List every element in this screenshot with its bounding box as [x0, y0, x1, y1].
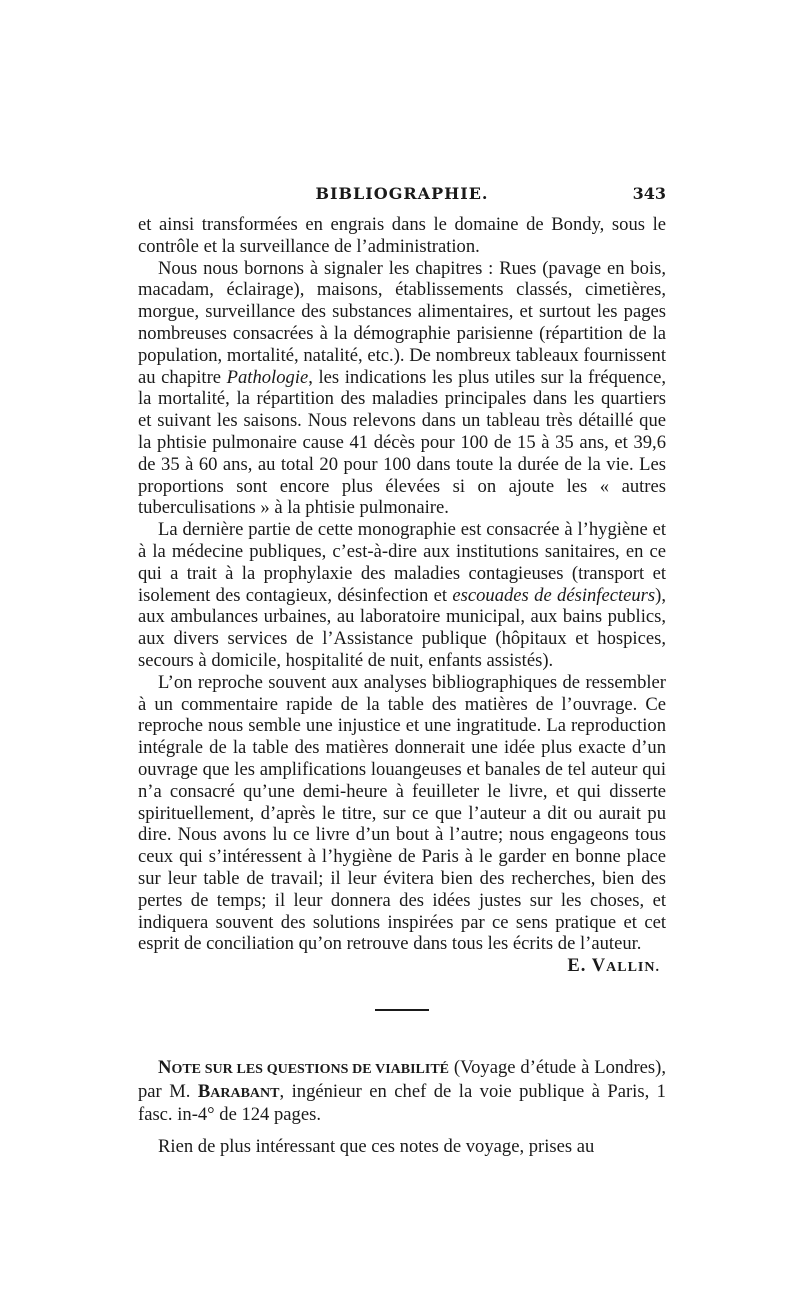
- signature-surname: ALLIN.: [606, 960, 660, 976]
- heading-initial: N: [158, 1056, 172, 1078]
- paragraph-chapters-text-1: Nous nous bornons à signaler les chapitres : Rues (pavage en bois, macadam, éclairage), maisons, établissements classés, cimetières, morgue, surveillance des substances alimentaires, et surtout les pages nombreuses consacrées à la démographie parisienne (répartition de la population, mortalité, natalité, etc.). De nombreux tableaux fournissent au chapitre: [138, 257, 666, 388]
- section-divider: [375, 1009, 429, 1011]
- paragraph-reproach: L’on reproche souvent aux analyses bibliographiques de ressembler à un commentaire rapide de la table des matières de l’ouvrage. Ce reproche nous semble une injustice et une ingratitude. La reproduction intégrale de la table des matières donnerait une idée plus exacte d’un ouvrage que les amplifications louangeuses et banales de tel auteur qui n’a consacré qu’une demi-heure à feuilleter le livre, et qui disserte spirituellement, d’après le titre, sur ce que l’auteur a dit ou aurait pu dire. Nous avons lu ce livre d’un bout à l’autre; nous engageons tous ceux qui s’intéressent à l’hygiène de Paris à le garder en bonne place sur leur table de travail; il leur évitera bien des recherches, bien des pertes de temps; il leur donnera des idées justes sur les choses, et indiquera souvent des solutions inspirées par ce sens pratique et cet esprit de conciliation qu’on retrouve dans tous les écrits de l’auteur.: [138, 671, 666, 955]
- body-text: [138, 214, 666, 1158]
- heading-smallcaps: OTE SUR LES QUESTIONS DE VIABILITÉ: [171, 1061, 450, 1077]
- paragraph-hygiene: [138, 519, 666, 672]
- paragraph-hygiene-text-1: La dernière partie de cette monographie est consacrée à l’hygiène et à la médecine publiques, c’est-à-dire aux institutions sanitaires, en ce qui a trait à la prophylaxie des maladies contagieuses (transport et isolement des contagieux, désinfection et: [138, 519, 666, 606]
- paragraph-chapters-italic: Pathologie: [226, 366, 309, 388]
- paragraph-chapters: [138, 258, 666, 520]
- next-review-heading: [138, 1057, 666, 1126]
- paragraph-hygiene-italic: escouades de désinfecteurs: [452, 584, 656, 606]
- author-signature: [138, 955, 666, 979]
- signature-initial: E. V: [567, 955, 607, 977]
- author-initial: B: [197, 1080, 211, 1102]
- paragraph-chapters-text-2: , les indications les plus utiles sur la fréquence, la mortalité, la répartition des maladies principales dans les quartiers et suivant les saisons. Nous relevons dans un tableau très détaillé que la phtisie pulmonaire cause 41 décès pour 100 de 15 à 35 ans, et 39,6 de 35 à 60 ans, au total 20 pour 100 dans toute la durée de la vie. Les proportions sont encore plus élevées si on ajoute les « autres tuberculisations » à la phtisie pulmonaire.: [138, 366, 666, 519]
- running-title: BIBLIOGRAPHIE.: [315, 184, 489, 203]
- running-head: [138, 184, 666, 208]
- heading-tail: , ingénieur en chef de la voie publique à Paris, 1 fasc. in-4° de 124 pages.: [138, 1080, 666, 1126]
- paragraph-continuation: et ainsi transformées en engrais dans le domaine de Bondy, sous le contrôle et la surveillance de l’administration.: [138, 214, 666, 257]
- heading-text: (Voyage d’étude à Londres), par M.: [138, 1056, 666, 1102]
- page-number: 343: [632, 184, 666, 203]
- next-review-first-line: Rien de plus intéressant que ces notes de voyage, prises au: [158, 1136, 595, 1158]
- paragraph-hygiene-text-2: ), aux ambulances urbaines, au laboratoire municipal, aux bains publics, aux divers services de l’Assistance publique (hôpitaux et hospices, secours à domicile, hospitalité de nuit, enfants assistés).: [138, 584, 667, 671]
- author-smallcaps: ARABANT: [210, 1085, 280, 1101]
